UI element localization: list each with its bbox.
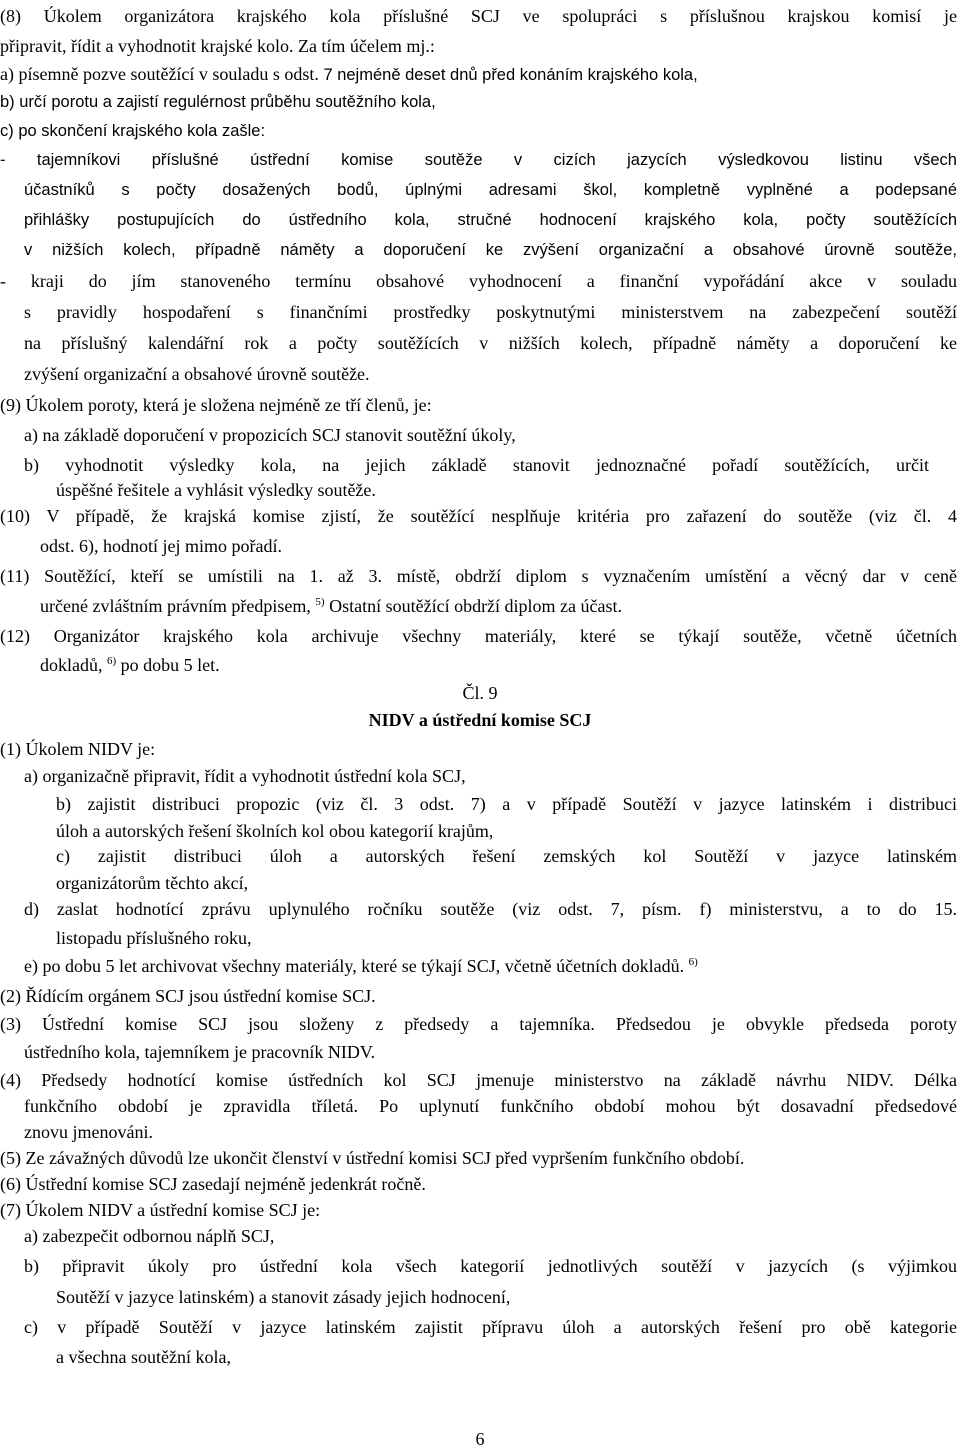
text-line: ústředního kola, tajemníkem je pracovník NIDV. [24, 1042, 376, 1062]
text-line [40, 655, 220, 675]
text-line: c) zajistit distribuci úloh a autorských řešení zemských kol Soutěží v jazyce latinském [56, 846, 957, 866]
text-line: (8) Úkolem organizátora krajského kola příslušné SCJ ve spolupráci s příslušnou krajskou komisí je [0, 6, 957, 26]
text-line: a) organizačně připravit, řídit a vyhodnotit ústřední kola SCJ, [24, 766, 466, 786]
text-line: (3) Ústřední komise SCJ jsou složeny z předsedy a tajemníka. Předsedou je obvykle předseda poroty [0, 1014, 957, 1034]
text-line: na příslušný kalendářní rok a počty soutěžících v nižších kolech, případně náměty a doporučení ke [24, 333, 957, 353]
text-line: zvýšení organizační a obsahové úrovně soutěže. [24, 364, 370, 384]
text-line: a) zabezpečit odbornou náplň SCJ, [24, 1226, 275, 1246]
text-line: přihlášky postupujících do ústředního kola, stručné hodnocení krajského kola, počty soutěžících [24, 211, 957, 229]
text-line: b) připravit úkoly pro ústřední kola všech kategorií jednotlivých soutěží v jazycích (s výjimkou [24, 1256, 957, 1276]
text-line [0, 64, 698, 85]
text-line [40, 596, 622, 616]
text-line: (10) V případě, že krajská komise zjistí, že soutěžící nesplňuje kritéria pro zařazení do soutěže (viz čl. 4 [0, 506, 957, 526]
footnote-ref: 6) [688, 956, 698, 968]
text-line: (9) Úkolem poroty, která je složena nejméně ze tří členů, je: [0, 395, 432, 415]
text-line: d) zaslat hodnotící zprávu uplynulého ročníku soutěže (viz odst. 7, písm. f) ministerstvu, a to do 15. [24, 899, 957, 919]
text-line: (6) Ústřední komise SCJ zasedají nejméně jedenkrát ročně. [0, 1174, 426, 1194]
article-number: Čl. 9 [462, 683, 498, 703]
text-line: (5) Ze závažných důvodů lze ukončit členství v ústřední komisi SCJ před vypršením funkčního období. [0, 1148, 745, 1168]
text-line: v nižších kolech, případně náměty a doporučení ke zvýšení organizační a obsahové úrovně soutěže, [24, 241, 957, 259]
text-line: b) vyhodnotit výsledky kola, na jejich základě stanovit jednoznačné pořadí soutěžících, určit [24, 455, 929, 475]
text-line: úspěšné řešitele a vyhlásit výsledky soutěže. [56, 480, 376, 500]
text-line: funkčního období je zpravidla tříletá. Po uplynutí funkčního období mohou být dosavadní předsedové [24, 1096, 957, 1116]
text-line: Soutěží v jazyce latinském) a stanovit zásady jejich hodnocení, [56, 1287, 511, 1307]
text-segment: e) po dobu 5 let archivovat všechny materiály, které se týkají SCJ, včetně účetních dokladů. [24, 956, 685, 976]
text-line [24, 956, 698, 976]
text-segment: určené zvláštním právním předpisem, [40, 596, 311, 616]
text-line: (2) Řídícím orgánem SCJ jsou ústřední komise SCJ. [0, 986, 376, 1006]
text-line: (4) Předsedy hodnotící komise ústředních kol SCJ jmenuje ministerstvo na základě návrhu NIDV. Délka [0, 1070, 957, 1090]
text-line: znovu jmenováni. [24, 1122, 153, 1142]
article-title: NIDV a ústřední komise SCJ [368, 710, 592, 730]
text-line: c) v případě Soutěží v jazyce latinském zajistit přípravu úloh a autorských řešení pro obě kategorie [24, 1317, 957, 1337]
text-line: s pravidly hospodaření s finančními prostředky poskytnutými ministerstvem na zabezpečení soutěží [24, 302, 957, 322]
text-segment: Ostatní soutěžící obdrží diplom za účast. [329, 596, 623, 616]
text-segment: dokladů, [40, 655, 103, 675]
text-line: odst. 6), hodnotí jej mimo pořadí. [40, 536, 282, 556]
footnote-ref: 6) [107, 655, 117, 667]
text-line: listopadu příslušného roku, [56, 928, 252, 948]
text-line: organizátorům těchto akcí, [56, 873, 249, 893]
text-line: (11) Soutěžící, kteří se umístili na 1. až 3. místě, obdrží diplom s vyznačením umístění a věcný dar v ceně [0, 566, 957, 586]
text-line: účastníků s počty dosažených bodů, úplnými adresami škol, kompletně vyplněné a podepsané [24, 181, 957, 199]
text-line: c) po skončení krajského kola zašle: [0, 122, 266, 140]
text-segment: po dobu 5 let. [120, 655, 220, 675]
text-line: - kraji do jím stanoveného termínu obsahové vyhodnocení a finanční vypořádání akce v souladu [0, 271, 957, 291]
text-line: (7) Úkolem NIDV a ústřední komise SCJ je: [0, 1200, 321, 1220]
text-segment: 7 nejméně deset dnů před konáním krajského kola, [323, 66, 698, 84]
text-line: b) zajistit distribuci propozic (viz čl. 3 odst. 7) a v případě Soutěží v jazyce latinském i distribuci [56, 794, 957, 814]
footnote-ref: 5) [315, 596, 325, 608]
text-segment: a) písemně pozve soutěžící v souladu s odst. [0, 64, 319, 84]
text-line: b) určí porotu a zajistí regulérnost průběhu soutěžního kola, [0, 93, 436, 111]
text-line: - tajemníkovi příslušné ústřední komise soutěže v cizích jazycích výsledkovou listinu všech [0, 151, 957, 169]
text-line: a) na základě doporučení v propozicích SCJ stanovit soutěžní úkoly, [24, 425, 516, 445]
text-line: úloh a autorských řešení školních kol obou kategorií krajům, [56, 821, 494, 841]
text-line: připravit, řídit a vyhodnotit krajské kolo. Za tím účelem mj.: [0, 36, 435, 56]
text-line: (1) Úkolem NIDV je: [0, 739, 156, 759]
text-line: a všechna soutěžní kola, [56, 1347, 231, 1367]
page-number: 6 [475, 1429, 485, 1449]
text-line: (12) Organizátor krajského kola archivuje všechny materiály, které se týkají soutěže, včetně účetních [0, 626, 957, 646]
